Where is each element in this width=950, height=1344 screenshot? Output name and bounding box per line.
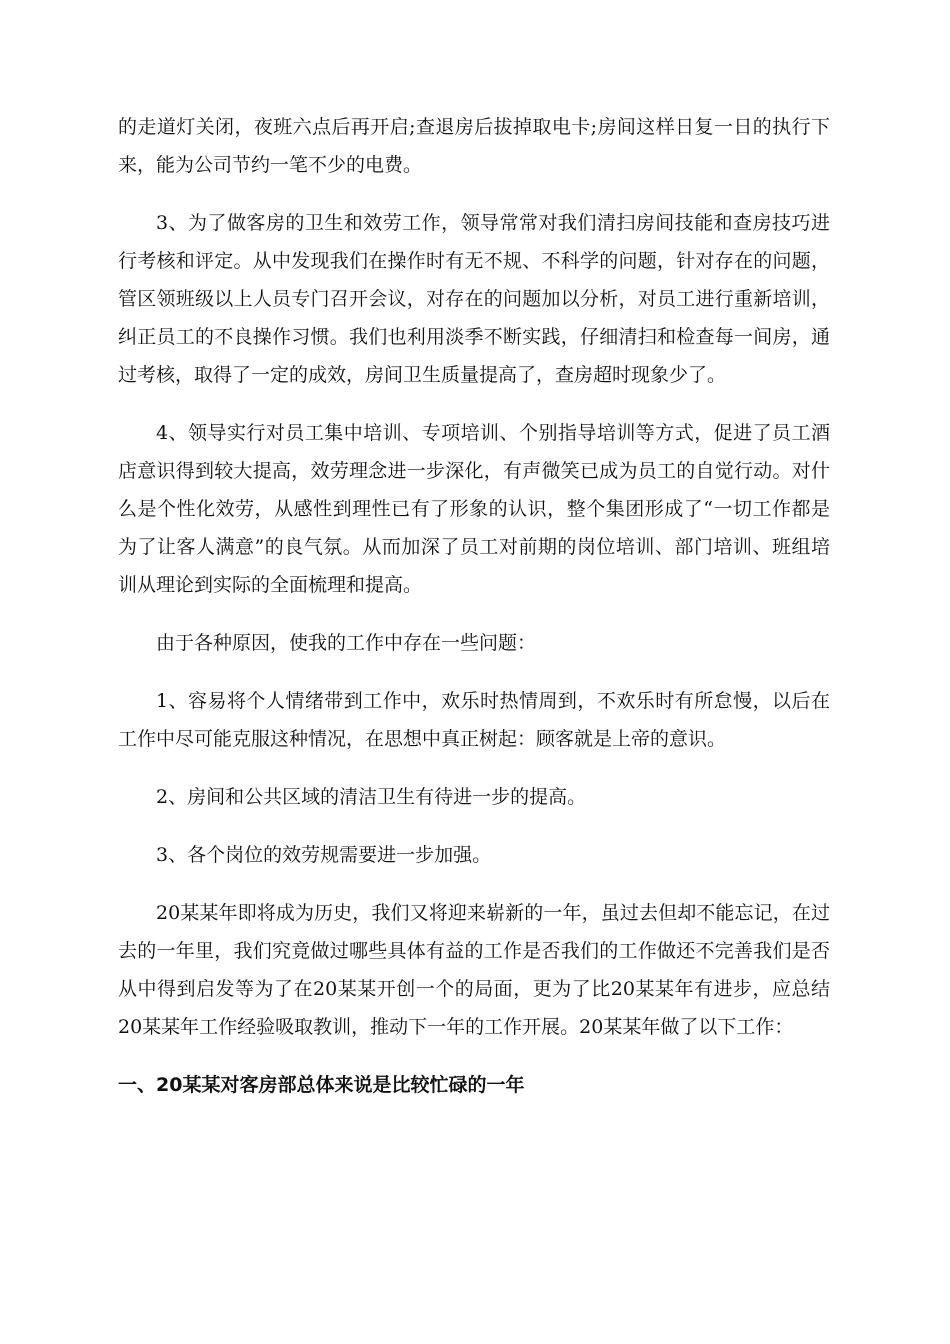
paragraph-problem-1: 1、容易将个人情绪带到工作中，欢乐时热情周到，不欢乐时有所怠慢，以后在工作中尽可能克服这种情况，在思想中真正树起：顾客就是上帝的意识。 xyxy=(118,690,830,750)
paragraph-continued: 的走道灯关闭，夜班六点后再开启;查退房后拔掉取电卡;房间这样日复一日的执行下来，能为公司节约一笔不少的电费。 xyxy=(118,116,830,176)
paragraph-problem-3: 3、各个岗位的效劳规需要进一步加强。 xyxy=(156,844,492,866)
section-heading: 一、20某某对客房部总体来说是比较忙碌的一年 xyxy=(118,1074,525,1096)
paragraph-item-4: 4、领导实行对员工集中培训、专项培训、个别指导培训等方式，促进了员工酒店意识得到较大提高，效劳理念进一步深化，有声微笑已成为员工的自觉行动。对什么是个性化效劳，从感性到理性已有了形象的认识，整个集团形成了“一切工作都是为了让客人满意”的良气氛。从而加深了员工对前期的岗位培训、部门培训、班组培训从理论到实际的全面梳理和提高。 xyxy=(118,422,830,596)
document-body xyxy=(118,108,830,1104)
paragraph-problem-2: 2、房间和公共区域的清洁卫生有待进一步的提高。 xyxy=(156,786,587,808)
paragraph-problems-intro: 由于各种原因，使我的工作中存在一些问题： xyxy=(156,632,537,654)
paragraph-year-summary: 20某某年即将成为历史，我们又将迎来崭新的一年，虽过去但却不能忘记，在过去的一年里，我们究竟做过哪些具体有益的工作是否我们的工作做还不完善我们是否从中得到启发等为了在20某某开创一个的局面，更为了比20某某年有进步，应总结20某某年工作经验吸取教训，推动下一年的工作开展。20某某年做了以下工作： xyxy=(118,902,830,1038)
paragraph-item-3: 3、为了做客房的卫生和效劳工作，领导常常对我们清扫房间技能和查房技巧进行考核和评定。从中发现我们在操作时有无不规、不科学的问题，针对存在的问题，管区领班级以上人员专门召开会议，对存在的问题加以分析，对员工进行重新培训，纠正员工的不良操作习惯。我们也利用淡季不断实践，仔细清扫和检查每一间房，通过考核，取得了一定的成效，房间卫生质量提高了，查房超时现象少了。 xyxy=(118,212,830,386)
